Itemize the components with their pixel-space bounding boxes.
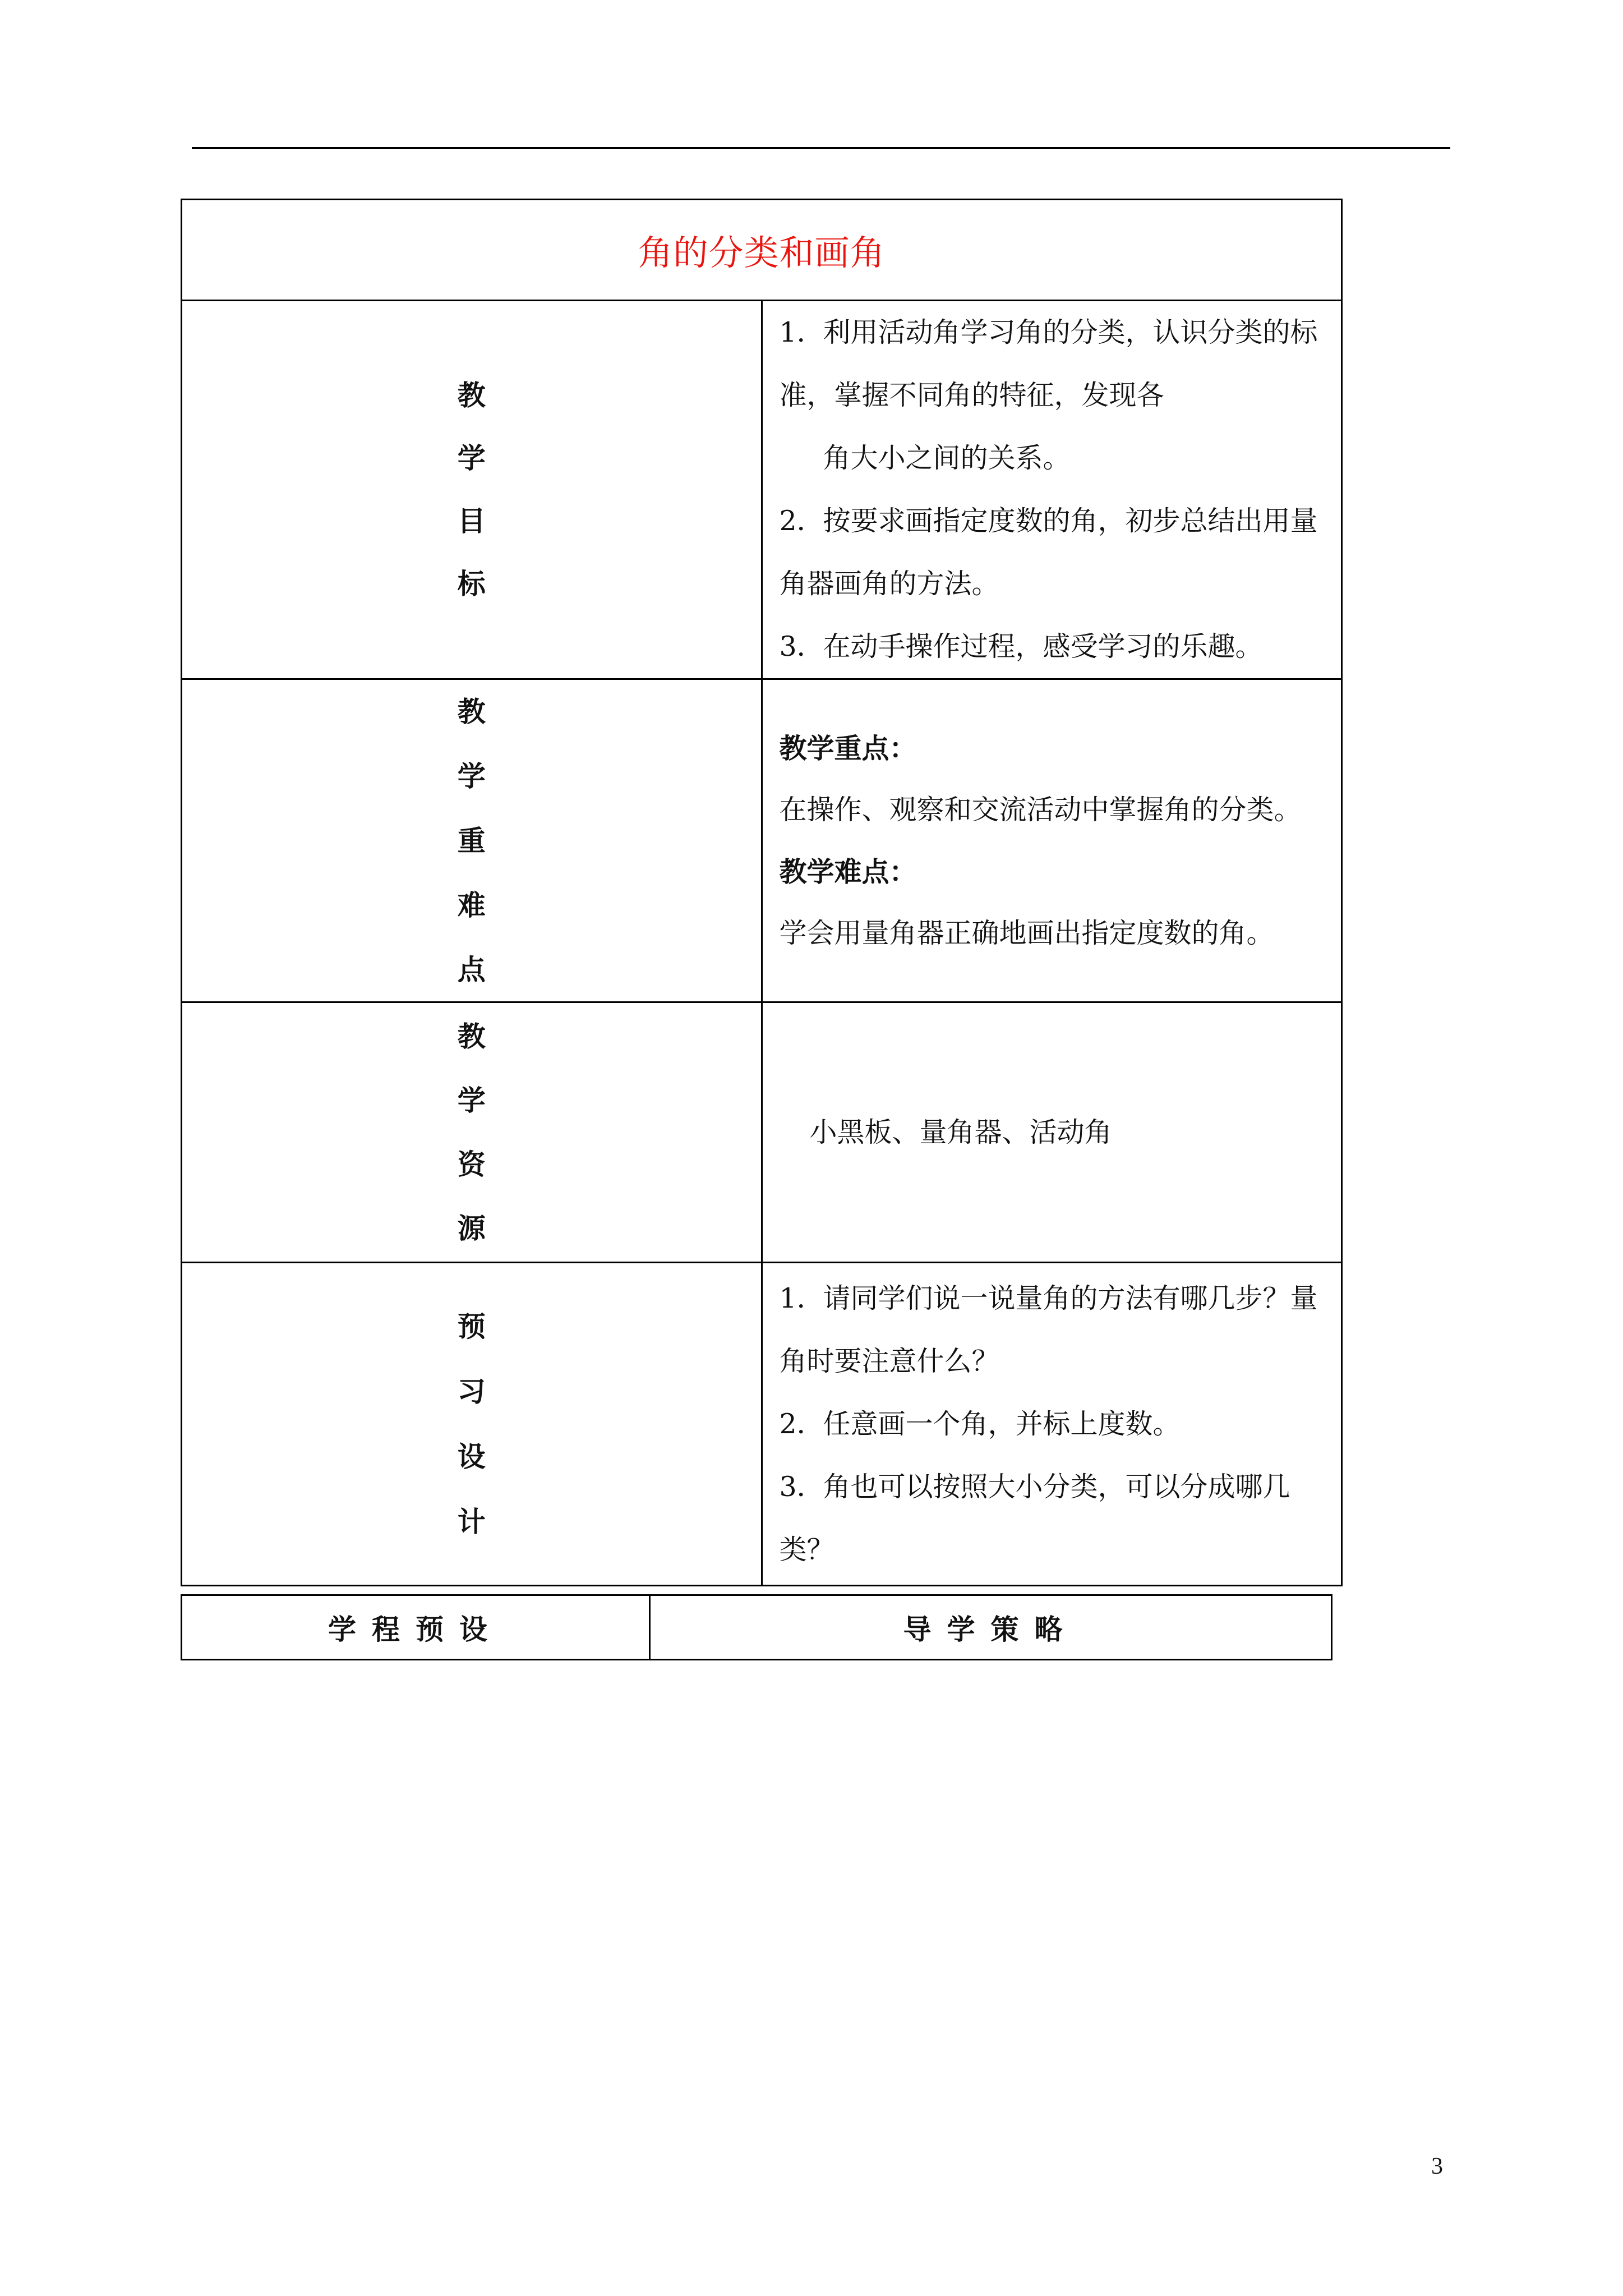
objectives-row xyxy=(182,301,1342,679)
lesson-plan-table xyxy=(181,199,1343,1586)
title-cell xyxy=(182,200,1342,301)
preview-item xyxy=(780,1456,1328,1581)
difficult-point-text: 学会用量角器正确地画出指定度数的角。 xyxy=(779,917,1274,949)
item-text: 角也可以按照大小分类，可以分成哪几类？ xyxy=(779,1470,1290,1566)
key-points-label-cell xyxy=(182,679,762,1002)
resources-label-cell xyxy=(182,1002,762,1263)
resources-text: 小黑板、量角器、活动角 xyxy=(809,1116,1112,1148)
item-text-continuation: 角大小之间的关系。 xyxy=(823,442,1071,474)
label-char: 习 xyxy=(457,1374,486,1408)
objectives-content xyxy=(762,301,1342,679)
label-char: 学 xyxy=(457,441,486,475)
key-point-text: 在操作、观察和交流活动中掌握角的分类。 xyxy=(779,793,1302,826)
label-char: 设 xyxy=(457,1439,486,1473)
process-header-row xyxy=(182,1595,1332,1660)
item-number: 1． xyxy=(779,316,824,348)
objectives-label xyxy=(182,381,761,598)
resources-row xyxy=(182,1002,1342,1263)
item-text: 任意画一个角，并标上度数。 xyxy=(823,1407,1181,1440)
objectives-label-cell xyxy=(182,301,762,679)
item-text: 按要求画指定度数的角，初步总结出用量角器画角的方法。 xyxy=(779,505,1318,600)
item-number: 1． xyxy=(779,1282,824,1314)
label-char: 教 xyxy=(457,379,486,412)
objective-item xyxy=(780,490,1328,615)
item-number: 2． xyxy=(779,1407,824,1440)
label-char: 教 xyxy=(457,1019,486,1053)
objective-item xyxy=(780,301,1328,427)
resources-content xyxy=(762,1002,1342,1263)
label-char: 资 xyxy=(457,1147,486,1181)
item-text: 请同学们说一说量角的方法有哪几步？量角时要注意什么？ xyxy=(779,1282,1318,1377)
process-left-header: 学程预设 xyxy=(182,1595,650,1660)
lesson-title: 角的分类和画角 xyxy=(638,232,886,273)
label-char: 重 xyxy=(457,823,486,857)
label-char: 预 xyxy=(457,1309,486,1343)
preview-design-label-cell xyxy=(182,1263,762,1586)
page-number: 3 xyxy=(1431,2154,1443,2179)
label-char: 源 xyxy=(457,1211,486,1245)
preview-design-label xyxy=(182,1309,761,1538)
label-char: 难 xyxy=(457,888,486,922)
key-points-label xyxy=(182,694,761,986)
process-right-header: 导学策略 xyxy=(650,1595,1332,1660)
key-point-heading: 教学重点： xyxy=(779,731,917,765)
label-char: 教 xyxy=(457,694,486,728)
preview-design-content xyxy=(762,1263,1342,1586)
key-points-row xyxy=(182,679,1342,1002)
title-row xyxy=(182,200,1342,301)
label-char: 计 xyxy=(457,1504,486,1538)
preview-item xyxy=(780,1267,1328,1393)
objective-item xyxy=(780,615,1328,678)
label-char: 学 xyxy=(457,759,486,793)
item-number: 3． xyxy=(779,1470,824,1503)
item-text: 利用活动角学习角的分类，认识分类的标准，掌握不同角的特征，发现各 xyxy=(779,316,1318,411)
label-char: 目 xyxy=(457,504,486,537)
label-char: 点 xyxy=(457,953,486,986)
key-points-content xyxy=(762,679,1342,1002)
header-rule xyxy=(192,147,1450,149)
item-text: 在动手操作过程，感受学习的乐趣。 xyxy=(823,631,1263,662)
resources-label xyxy=(182,1019,761,1245)
difficult-point-heading: 教学难点： xyxy=(779,855,917,888)
item-number: 2． xyxy=(779,505,824,537)
preview-item xyxy=(780,1393,1328,1456)
process-table xyxy=(181,1594,1332,1660)
item-number: 3． xyxy=(779,631,824,662)
label-char: 标 xyxy=(457,567,486,600)
label-char: 学 xyxy=(457,1083,486,1117)
preview-design-row xyxy=(182,1263,1342,1586)
